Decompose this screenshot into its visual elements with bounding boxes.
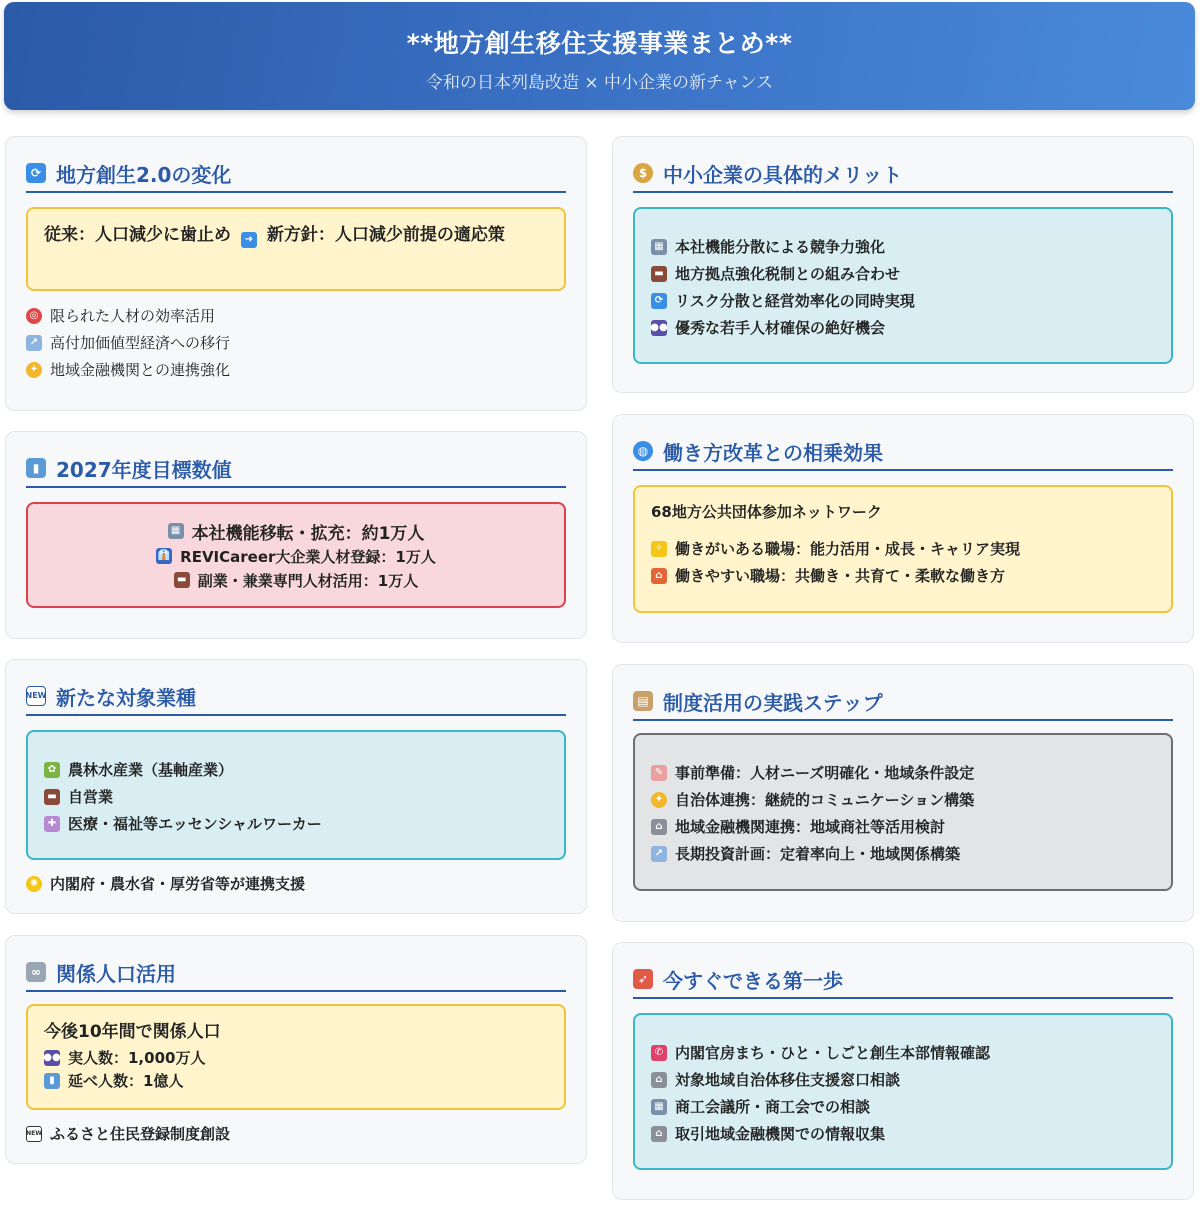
card-title-text: 2027年度目標数値	[56, 457, 232, 482]
card-title	[633, 961, 1173, 999]
list-item: ●● 優秀な若手人材確保の絶好機会	[650, 319, 886, 337]
list-item: ▬ 自営業	[44, 783, 548, 810]
target-line: ▦ 本社機能移転・拡充：約1万人	[28, 518, 564, 544]
card-title-text: 働き方改革との相乗効果	[663, 440, 883, 465]
card-first-steps	[612, 942, 1194, 1200]
list-item: ✦ 自治体連携：継続的コミュニケーション構築	[651, 786, 1155, 813]
page-title: **地方創生移住支援事業まとめ**	[406, 29, 793, 58]
card-title	[26, 450, 566, 488]
list-item: ↗ 高付加価値型経済への移行	[26, 329, 566, 356]
target-line: ▬ 副業・兼業専門人材活用：1万人	[28, 568, 564, 592]
card-title	[633, 433, 1173, 471]
money-bag-icon: $	[633, 163, 653, 183]
list-item: ✆ 内閣官房まち・ひと・しごと創生本部情報確認	[651, 1039, 1155, 1066]
first-steps-box	[633, 1013, 1173, 1170]
people-icon: ●●	[651, 320, 667, 336]
card-title-text: 新たな対象業種	[56, 685, 196, 710]
population-box	[26, 1004, 566, 1110]
list-item: ◎ 限られた人材の効率活用	[26, 302, 566, 329]
card-title-text: 関係人口活用	[56, 961, 176, 986]
memo-icon: ✎	[651, 765, 667, 781]
list-item: ▮ 延べ人数：1億人	[44, 1069, 548, 1092]
briefcase-icon: ▬	[174, 572, 190, 588]
list-item: ●● 実人数：1,000万人	[43, 1049, 206, 1067]
list-item: ✚ 医療・福祉等エッセンシャルワーカー	[44, 810, 548, 837]
card-new-industries	[5, 659, 587, 914]
list-item: ▬ 地方拠点強化税制との組み合わせ	[651, 260, 1155, 287]
building-icon: ▦	[651, 1099, 667, 1115]
rocket-icon: ➶	[633, 969, 653, 989]
list-item: ⌂ 取引地域金融機関での情報収集	[651, 1120, 1155, 1147]
page-subtitle: 令和の日本列島改造 × 中小企業の新チャンス	[425, 73, 774, 93]
card-title-text: 中小企業の具体的メリット	[663, 162, 903, 187]
building-icon: ▦	[168, 523, 184, 539]
industries-box	[26, 730, 566, 860]
card-title	[633, 155, 1173, 193]
refresh-icon: ⟳	[651, 293, 667, 309]
old-policy-text: 従来：人口減少に歯止め	[44, 225, 231, 245]
network-heading: 68地方公共団体参加ネットワーク	[651, 503, 882, 521]
target-icon: ◎	[26, 308, 42, 324]
chart-icon: ↗	[651, 846, 667, 862]
new-icon: NEW	[26, 1126, 42, 1142]
policy-change-box	[26, 207, 566, 291]
phone-icon: ✆	[651, 1045, 667, 1061]
benefits-box	[633, 207, 1173, 364]
arrow-right-icon: ➜	[241, 232, 257, 248]
page-header	[4, 2, 1195, 110]
card-title	[633, 683, 1173, 721]
card-title	[26, 155, 566, 193]
steps-box	[633, 733, 1173, 891]
note-text: ふるさと住民登録制度創設	[50, 1125, 231, 1143]
handshake-icon: ✦	[651, 792, 667, 808]
card-title	[26, 678, 566, 716]
card3-note	[26, 870, 566, 897]
card-title-text: 今すぐできる第一歩	[663, 968, 843, 993]
list-item: ⌂ 働きやすい職場：共働き・共育て・柔軟な働き方	[651, 562, 1155, 589]
people-icon: ●●	[44, 1050, 60, 1066]
list-item: ✧ 働きがいある職場：能力活用・成長・キャリア実現	[651, 535, 1155, 562]
list-item: ↗ 長期投資計画：定着率向上・地域関係構築	[651, 840, 1155, 867]
list-item: ▦ 本社機能分散による競争力強化	[651, 233, 1155, 260]
card-regional-revitalization	[5, 136, 587, 411]
refresh-icon: ⟳	[26, 163, 46, 183]
list-item: ⌂ 地域金融機関連携：地域商社等活用検討	[651, 813, 1155, 840]
card1-list	[26, 302, 566, 383]
bar-chart-icon: ▮	[44, 1073, 60, 1089]
bank-icon: ⌂	[651, 1126, 667, 1142]
bar-chart-icon: ▮	[26, 458, 46, 478]
targets-box	[26, 502, 566, 608]
card-practical-steps	[612, 664, 1194, 922]
briefcase-icon: ▬	[44, 789, 60, 805]
plant-icon: ✿	[44, 762, 60, 778]
population-heading: 今後10年間で関係人口	[44, 1022, 221, 1042]
globe-icon: ◍	[633, 441, 653, 461]
people-icon: 👔	[156, 548, 172, 564]
list-item: ✦ 地域金融機関との連携強化	[26, 356, 566, 383]
link-icon: ∞	[26, 962, 46, 982]
note-text: 内閣府・農水省・厚労省等が連携支援	[50, 875, 306, 893]
list-item: ⟳ リスク分散と経営効率化の同時実現	[651, 287, 1155, 314]
card-2027-targets	[5, 431, 587, 639]
new-icon: NEW	[26, 686, 46, 706]
new-policy-text: 新方針：人口減少前提の適応策	[266, 225, 505, 245]
hospital-icon: ✚	[44, 816, 60, 832]
target-line: 👔 REVICareer大企業人材登録：1万人	[157, 547, 436, 566]
briefcase-icon: ▬	[651, 266, 667, 282]
card-title-text: 制度活用の実践ステップ	[663, 690, 883, 715]
work-style-box	[633, 485, 1173, 613]
bank-icon: ⌂	[651, 819, 667, 835]
list-item: ▦ 商工会議所・商工会での相談	[651, 1093, 1155, 1120]
sparkles-icon: ✧	[651, 541, 667, 557]
card-title-text: 地方創生2.0の変化	[56, 162, 232, 187]
list-item: ✎ 事前準備：人材ニーズ明確化・地域条件設定	[651, 759, 1155, 786]
list-item: ⌂ 対象地域自治体移住支援窓口相談	[651, 1066, 1155, 1093]
card-work-style	[612, 414, 1194, 643]
list-item: ✿ 農林水産業（基軸産業）	[44, 756, 548, 783]
card-related-population	[5, 935, 587, 1164]
card-title	[26, 954, 566, 992]
bank-icon: ⌂	[651, 1072, 667, 1088]
handshake-icon: ✦	[26, 362, 42, 378]
chart-icon: ↗	[26, 335, 42, 351]
clipboard-icon: ▤	[633, 691, 653, 711]
card4-note	[26, 1120, 566, 1147]
card-sme-benefits	[612, 136, 1194, 393]
building-icon: ▦	[651, 239, 667, 255]
house-icon: ⌂	[651, 568, 667, 584]
lightbulb-icon: ✺	[26, 876, 42, 892]
